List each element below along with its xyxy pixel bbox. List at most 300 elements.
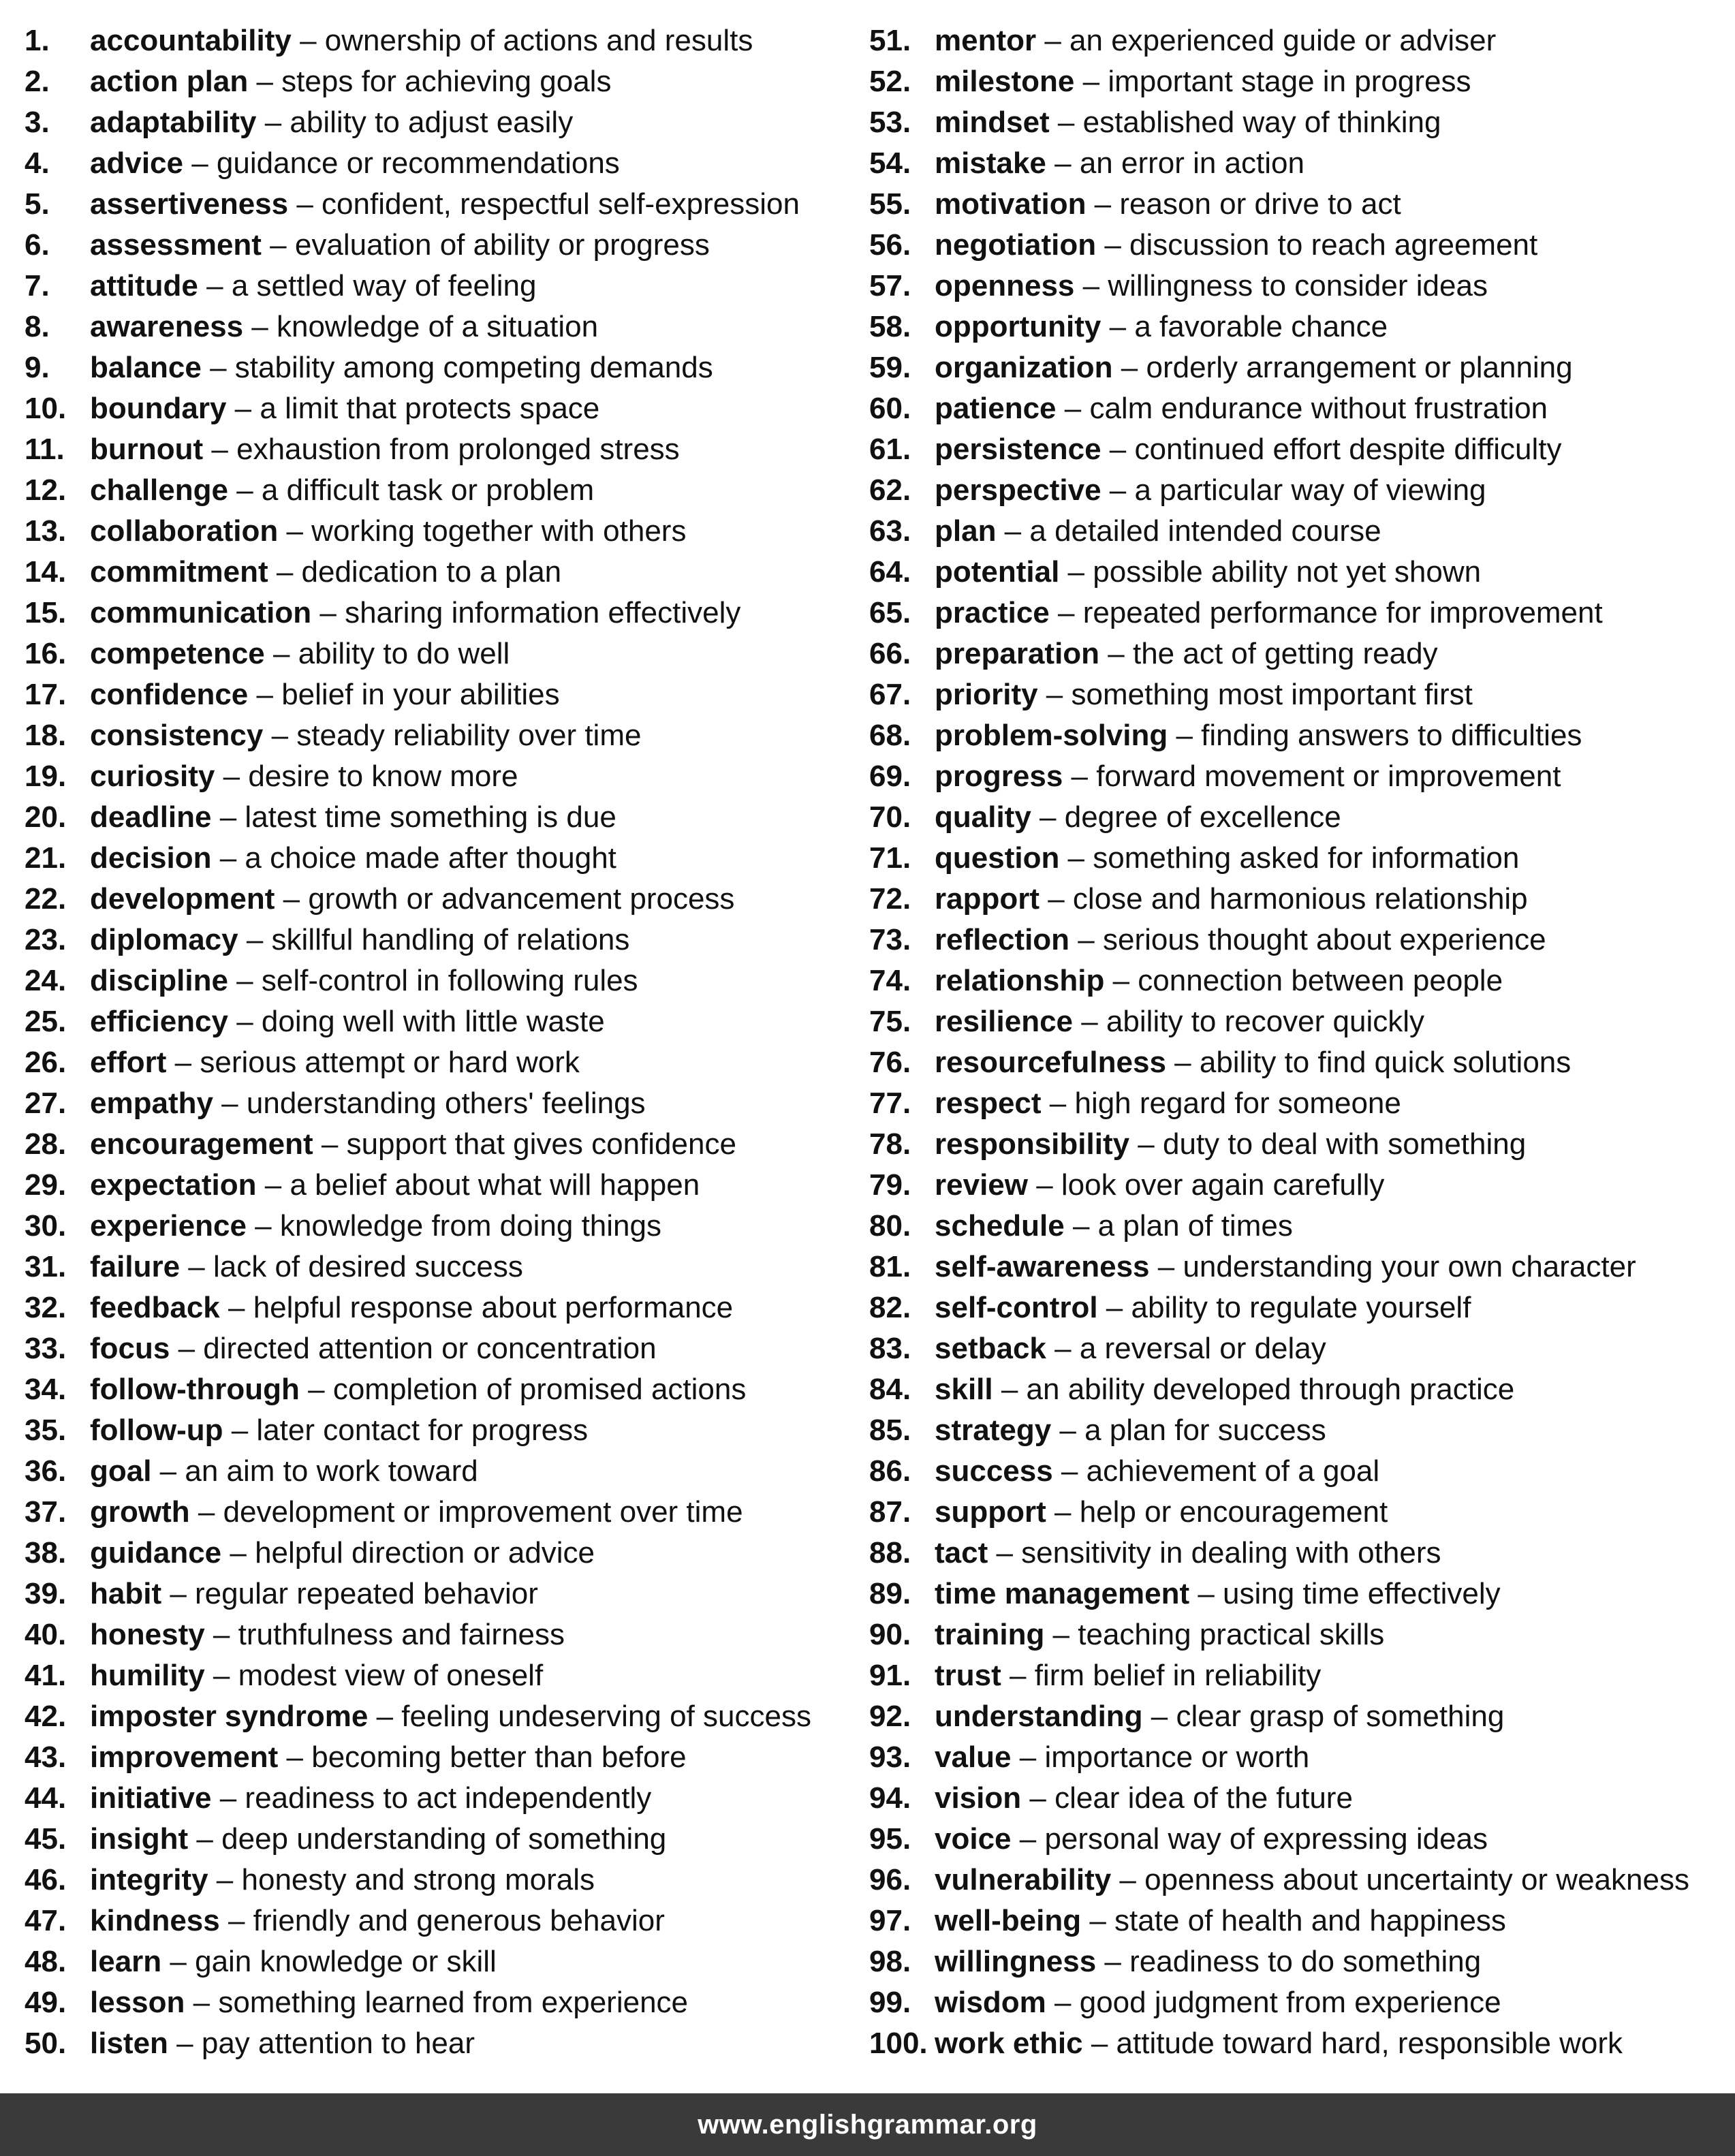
entry-separator: –	[263, 719, 297, 752]
entry-number: 29.	[25, 1168, 67, 1202]
entry-term: confidence	[90, 678, 249, 711]
entry-number: 24.	[25, 964, 67, 997]
entry-separator: –	[228, 1005, 262, 1038]
entry-number: 95.	[869, 1822, 911, 1856]
entry-term: potential	[935, 555, 1060, 589]
entry-number: 98.	[869, 1945, 911, 1978]
entry-number: 79.	[869, 1168, 911, 1202]
vocabulary-entry	[25, 1778, 876, 1819]
vocabulary-entry	[25, 1083, 876, 1124]
entry-separator: –	[1049, 596, 1083, 629]
entry-number: 70.	[869, 800, 911, 834]
entry-separator: –	[226, 392, 260, 425]
entry-term: effort	[90, 1046, 167, 1079]
entry-definition: an experienced guide or adviser	[1069, 24, 1497, 57]
entry-separator: –	[311, 596, 345, 629]
entry-term: expectation	[90, 1168, 257, 1202]
vocabulary-entry	[25, 1042, 876, 1083]
entry-term: attitude	[90, 269, 198, 302]
entry-separator: –	[1021, 1781, 1055, 1815]
entry-separator: –	[1027, 1168, 1061, 1202]
vocabulary-entry	[25, 1206, 876, 1247]
entry-term: work ethic	[935, 2027, 1083, 2060]
entry-number: 55.	[869, 187, 911, 221]
entry-definition: readiness to do something	[1129, 1945, 1482, 1978]
entry-term: review	[935, 1168, 1028, 1202]
entry-term: respect	[935, 1087, 1042, 1120]
vocabulary-entry	[25, 1614, 876, 1655]
entry-definition: a difficult task or problem	[261, 473, 595, 507]
entry-term: improvement	[90, 1740, 279, 1774]
entry-term: resilience	[935, 1005, 1074, 1038]
entry-definition: a detailed intended course	[1029, 514, 1381, 548]
entry-term: listen	[90, 2027, 168, 2060]
entry-term: empathy	[90, 1087, 213, 1120]
entry-term: setback	[935, 1332, 1046, 1365]
entry-number: 76.	[869, 1046, 911, 1079]
entry-definition: serious attempt or hard work	[200, 1046, 580, 1079]
entry-term: organization	[935, 351, 1113, 384]
entry-number: 11.	[25, 433, 65, 466]
entry-separator: –	[1074, 65, 1108, 98]
entry-separator: –	[1099, 637, 1133, 670]
entry-number: 80.	[869, 1209, 911, 1243]
entry-separator: –	[996, 514, 1030, 548]
entry-term: awareness	[90, 310, 244, 343]
entry-separator: –	[1011, 1822, 1045, 1856]
entry-separator: –	[204, 1618, 238, 1651]
entry-separator: –	[1056, 392, 1090, 425]
entry-number: 28.	[25, 1127, 67, 1161]
entry-number: 84.	[869, 1373, 911, 1406]
entry-separator: –	[243, 310, 277, 343]
entry-term: opportunity	[935, 310, 1101, 343]
entry-separator: –	[291, 24, 325, 57]
entry-definition: an aim to work toward	[185, 1454, 478, 1488]
entry-term: mistake	[935, 146, 1046, 180]
entry-term: imposter syndrome	[90, 1700, 369, 1733]
entry-definition: modest view of oneself	[238, 1659, 544, 1692]
entry-term: relationship	[935, 964, 1105, 997]
entry-number: 27.	[25, 1087, 67, 1120]
entry-separator: –	[1011, 1740, 1045, 1774]
entry-definition: ownership of actions and results	[324, 24, 753, 57]
entry-number: 67.	[869, 678, 911, 711]
entry-number: 54.	[869, 146, 911, 180]
entry-number: 23.	[25, 923, 67, 956]
entry-number: 61.	[869, 433, 911, 466]
entry-term: progress	[935, 760, 1063, 793]
entry-term: efficiency	[90, 1005, 228, 1038]
entry-term: commitment	[90, 555, 268, 589]
entry-term: encouragement	[90, 1127, 313, 1161]
entry-separator: –	[264, 637, 298, 670]
entry-definition: serious thought about experience	[1102, 923, 1546, 956]
entry-number: 15.	[25, 596, 67, 629]
entry-number: 48.	[25, 1945, 67, 1978]
vocabulary-entry	[869, 634, 1721, 674]
entry-definition: steady reliability over time	[296, 719, 642, 752]
vocabulary-entry	[869, 1369, 1721, 1410]
entry-term: vision	[935, 1781, 1022, 1815]
vocabulary-entry	[25, 838, 876, 879]
entry-number: 92.	[869, 1700, 911, 1733]
entry-definition: ability to recover quickly	[1106, 1005, 1425, 1038]
footer-bar	[0, 2093, 1735, 2156]
entry-definition: understanding others' feelings	[246, 1087, 646, 1120]
vocabulary-entry	[25, 266, 876, 307]
entry-number: 46.	[25, 1863, 67, 1896]
entry-term: curiosity	[90, 760, 215, 793]
vocabulary-entry	[25, 143, 876, 184]
entry-separator: –	[275, 882, 309, 916]
vocabulary-entry	[25, 1982, 876, 2023]
entry-definition: confident, respectful self-expression	[322, 187, 800, 221]
vocabulary-entry	[869, 1778, 1721, 1819]
entry-term: openness	[935, 269, 1075, 302]
entry-number: 74.	[869, 964, 911, 997]
entry-number: 32.	[25, 1291, 67, 1324]
vocabulary-entry	[25, 674, 876, 715]
vocabulary-entry	[25, 20, 876, 61]
entry-separator: –	[1052, 1454, 1087, 1488]
vocabulary-entry	[25, 920, 876, 960]
vocabulary-entry	[25, 511, 876, 552]
entry-definition: ability to find quick solutions	[1199, 1046, 1572, 1079]
entry-definition: a belief about what will happen	[290, 1168, 700, 1202]
entry-term: development	[90, 882, 275, 916]
entry-definition: guidance or recommendations	[216, 146, 620, 180]
entry-definition: development or improvement over time	[223, 1495, 743, 1529]
entry-number: 47.	[25, 1904, 67, 1937]
entry-term: self-awareness	[935, 1250, 1150, 1283]
vocabulary-entry	[869, 511, 1721, 552]
vocabulary-entry	[25, 2023, 876, 2064]
entry-number: 18.	[25, 719, 67, 752]
entry-separator: –	[248, 65, 282, 98]
entry-number: 99.	[869, 1986, 911, 2019]
entry-separator: –	[278, 514, 312, 548]
entry-term: vulnerability	[935, 1863, 1112, 1896]
vocabulary-entry	[869, 674, 1721, 715]
entry-number: 72.	[869, 882, 911, 916]
vocabulary-entry	[869, 1574, 1721, 1614]
entry-term: failure	[90, 1250, 181, 1283]
entry-number: 42.	[25, 1700, 67, 1733]
entry-definition: important stage in progress	[1108, 65, 1471, 98]
entry-number: 41.	[25, 1659, 67, 1692]
entry-separator: –	[1046, 1495, 1080, 1529]
vocabulary-entry	[869, 1247, 1721, 1287]
entry-term: quality	[935, 800, 1031, 834]
entry-number: 25.	[25, 1005, 67, 1038]
vocabulary-entry	[25, 388, 876, 429]
vocabulary-entry	[869, 20, 1721, 61]
entry-number: 68.	[869, 719, 911, 752]
entry-separator: –	[1064, 1209, 1098, 1243]
entry-number: 97.	[869, 1904, 911, 1937]
entry-term: boundary	[90, 392, 227, 425]
entry-separator: –	[256, 1168, 290, 1202]
vocabulary-entry	[869, 1042, 1721, 1083]
vocabulary-entry	[869, 2023, 1721, 2064]
entry-term: problem-solving	[935, 719, 1168, 752]
vocabulary-entry	[869, 143, 1721, 184]
entry-term: advice	[90, 146, 183, 180]
vocabulary-entry	[869, 960, 1721, 1001]
entry-definition: truthfulness and fairness	[238, 1618, 565, 1651]
entry-separator: –	[201, 351, 235, 384]
entry-term: initiative	[90, 1781, 212, 1815]
entry-term: self-control	[935, 1291, 1098, 1324]
vocabulary-entry	[869, 1124, 1721, 1165]
entry-number: 30.	[25, 1209, 67, 1243]
entry-separator: –	[299, 1373, 333, 1406]
entry-definition: the act of getting ready	[1132, 637, 1438, 670]
entry-definition: reason or drive to act	[1119, 187, 1401, 221]
vocabulary-entry	[25, 1369, 876, 1410]
entry-separator: –	[166, 1046, 200, 1079]
entry-definition: an error in action	[1079, 146, 1304, 180]
entry-number: 19.	[25, 760, 67, 793]
entry-definition: teaching practical skills	[1078, 1618, 1385, 1651]
entry-number: 64.	[869, 555, 911, 589]
vocabulary-entry	[869, 388, 1721, 429]
entry-term: success	[935, 1454, 1053, 1488]
entry-separator: –	[223, 1413, 257, 1447]
entry-number: 36.	[25, 1454, 67, 1488]
entry-definition: directed attention or concentration	[203, 1332, 657, 1365]
entry-separator: –	[368, 1700, 402, 1733]
entry-separator: –	[261, 228, 295, 262]
entry-term: willingness	[935, 1945, 1097, 1978]
vocabulary-entry	[25, 1124, 876, 1165]
vocabulary-entry	[869, 225, 1721, 266]
vocabulary-entry	[869, 879, 1721, 920]
entry-term: mindset	[935, 106, 1050, 139]
entry-definition: help or encouragement	[1079, 1495, 1388, 1529]
entry-number: 22.	[25, 882, 67, 916]
entry-separator: –	[170, 1332, 204, 1365]
entry-number: 73.	[869, 923, 911, 956]
vocabulary-entry	[25, 1819, 876, 1860]
entry-separator: –	[238, 923, 272, 956]
entry-term: reflection	[935, 923, 1070, 956]
vocabulary-entry	[869, 1860, 1721, 1901]
entry-definition: understanding your own character	[1183, 1250, 1636, 1283]
entry-number: 17.	[25, 678, 67, 711]
entry-separator: –	[1097, 1291, 1131, 1324]
entry-separator: –	[1036, 24, 1070, 57]
entry-term: plan	[935, 514, 997, 548]
vocabulary-entry	[869, 1287, 1721, 1328]
entry-definition: personal way of expressing ideas	[1044, 1822, 1488, 1856]
vocabulary-entry	[869, 1492, 1721, 1533]
vocabulary-entry	[869, 1819, 1721, 1860]
entry-definition: helpful response about performance	[253, 1291, 734, 1324]
entry-separator: –	[1074, 269, 1108, 302]
entry-term: practice	[935, 596, 1050, 629]
entry-term: mentor	[935, 24, 1037, 57]
vocabulary-entry	[869, 1083, 1721, 1124]
entry-definition: working together with others	[311, 514, 687, 548]
entry-separator: –	[219, 1904, 253, 1937]
entry-separator: –	[228, 473, 262, 507]
entry-separator: –	[1046, 146, 1080, 180]
entry-number: 91.	[869, 1659, 911, 1692]
entry-separator: –	[1086, 187, 1120, 221]
entry-number: 56.	[869, 228, 911, 262]
vocabulary-entry	[25, 1410, 876, 1451]
entry-separator: –	[1149, 1250, 1183, 1283]
entry-separator: –	[1111, 1863, 1145, 1896]
entry-definition: openness about uncertainty or weakness	[1144, 1863, 1689, 1896]
entry-number: 57.	[869, 269, 911, 302]
vocabulary-entry	[25, 1451, 876, 1492]
entry-separator: –	[256, 106, 290, 139]
entry-number: 44.	[25, 1781, 67, 1815]
entry-definition: steps for achieving goals	[281, 65, 612, 98]
entry-number: 88.	[869, 1536, 911, 1569]
entry-term: negotiation	[935, 228, 1097, 262]
entry-number: 2.	[25, 65, 50, 98]
entry-definition: a plan of times	[1097, 1209, 1293, 1243]
vocabulary-entry	[869, 1655, 1721, 1696]
vocabulary-entry	[25, 593, 876, 634]
entry-definition: willingness to consider ideas	[1108, 269, 1488, 302]
entry-separator: –	[219, 1291, 253, 1324]
vocabulary-entry	[25, 552, 876, 593]
entry-definition: using time effectively	[1223, 1577, 1501, 1610]
vocabulary-entry	[25, 715, 876, 756]
entry-number: 78.	[869, 1127, 911, 1161]
entry-definition: knowledge of a situation	[276, 310, 599, 343]
entry-definition: friendly and generous behavior	[253, 1904, 665, 1937]
entry-number: 52.	[869, 65, 911, 98]
vocabulary-entry	[25, 470, 876, 511]
entry-number: 38.	[25, 1536, 67, 1569]
entry-definition: established way of thinking	[1082, 106, 1441, 139]
entry-definition: doing well with little waste	[261, 1005, 605, 1038]
entry-term: trust	[935, 1659, 1001, 1692]
entry-term: learn	[90, 1945, 162, 1978]
entry-definition: evaluation of ability or progress	[294, 228, 710, 262]
entry-term: goal	[90, 1454, 152, 1488]
entry-number: 85.	[869, 1413, 911, 1447]
entry-definition: firm belief in reliability	[1034, 1659, 1322, 1692]
entry-separator: –	[1049, 106, 1083, 139]
entry-term: burnout	[90, 433, 204, 466]
entry-separator: –	[211, 1781, 245, 1815]
entry-separator: –	[211, 800, 245, 834]
vocabulary-entry	[869, 1206, 1721, 1247]
entry-term: adaptability	[90, 106, 257, 139]
entry-separator: –	[1046, 1986, 1080, 2019]
entry-term: schedule	[935, 1209, 1065, 1243]
entry-number: 87.	[869, 1495, 911, 1529]
entry-separator: –	[1059, 841, 1093, 875]
vocabulary-entry	[25, 347, 876, 388]
entry-term: discipline	[90, 964, 228, 997]
entry-separator: –	[151, 1454, 185, 1488]
entry-separator: –	[189, 1495, 223, 1529]
entry-term: question	[935, 841, 1060, 875]
entry-number: 21.	[25, 841, 67, 875]
entry-number: 3.	[25, 106, 50, 139]
entry-separator: –	[211, 841, 245, 875]
vocabulary-entry	[869, 1982, 1721, 2023]
entry-definition: clear idea of the future	[1054, 1781, 1353, 1815]
entry-term: priority	[935, 678, 1038, 711]
vocabulary-entry	[869, 552, 1721, 593]
entry-definition: becoming better than before	[311, 1740, 687, 1774]
entry-number: 49.	[25, 1986, 67, 2019]
entry-definition: orderly arrangement or planning	[1146, 351, 1573, 384]
entry-separator: –	[1069, 923, 1103, 956]
vocabulary-entry	[25, 1287, 876, 1328]
entry-number: 71.	[869, 841, 911, 875]
entry-term: motivation	[935, 187, 1087, 221]
entry-term: decision	[90, 841, 212, 875]
entry-number: 89.	[869, 1577, 911, 1610]
entry-term: deadline	[90, 800, 212, 834]
vocabulary-entry	[25, 1901, 876, 1941]
entry-separator: –	[1044, 1618, 1078, 1651]
entry-term: guidance	[90, 1536, 222, 1569]
entry-term: feedback	[90, 1291, 220, 1324]
entry-definition: a favorable chance	[1134, 310, 1388, 343]
entry-definition: importance or worth	[1044, 1740, 1310, 1774]
entry-definition: degree of excellence	[1064, 800, 1341, 834]
entry-separator: –	[1059, 555, 1093, 589]
vocabulary-entry	[869, 838, 1721, 879]
entry-separator: –	[1166, 1046, 1200, 1079]
entry-definition: achievement of a goal	[1086, 1454, 1380, 1488]
entry-number: 20.	[25, 800, 67, 834]
entry-term: communication	[90, 596, 312, 629]
entry-separator: –	[221, 1536, 255, 1569]
vocabulary-entry	[869, 429, 1721, 470]
entry-definition: lack of desired success	[213, 1250, 523, 1283]
vocabulary-entry	[869, 797, 1721, 838]
entry-term: habit	[90, 1577, 162, 1610]
vocabulary-column-right	[869, 20, 1721, 2064]
vocabulary-entry	[869, 307, 1721, 347]
entry-number: 53.	[869, 106, 911, 139]
footer-url[interactable]: www.englishgrammar.org	[698, 2109, 1037, 2140]
entry-definition: belief in your abilities	[281, 678, 560, 711]
entry-definition: honesty and strong morals	[241, 1863, 595, 1896]
entry-separator: –	[204, 1659, 238, 1692]
entry-number: 82.	[869, 1291, 911, 1324]
entry-number: 93.	[869, 1740, 911, 1774]
entry-number: 66.	[869, 637, 911, 670]
entry-term: collaboration	[90, 514, 279, 548]
entry-separator: –	[213, 1087, 247, 1120]
entry-definition: high regard for someone	[1074, 1087, 1401, 1120]
entry-separator: –	[180, 1250, 213, 1283]
entry-separator: –	[183, 146, 217, 180]
vocabulary-entry	[25, 1860, 876, 1901]
entry-term: assertiveness	[90, 187, 289, 221]
vocabulary-entry	[25, 184, 876, 225]
vocabulary-entry	[25, 1533, 876, 1574]
entry-number: 60.	[869, 392, 911, 425]
entry-definition: growth or advancement process	[308, 882, 735, 916]
entry-term: follow-through	[90, 1373, 300, 1406]
entry-term: balance	[90, 351, 202, 384]
vocabulary-entry	[25, 1941, 876, 1982]
